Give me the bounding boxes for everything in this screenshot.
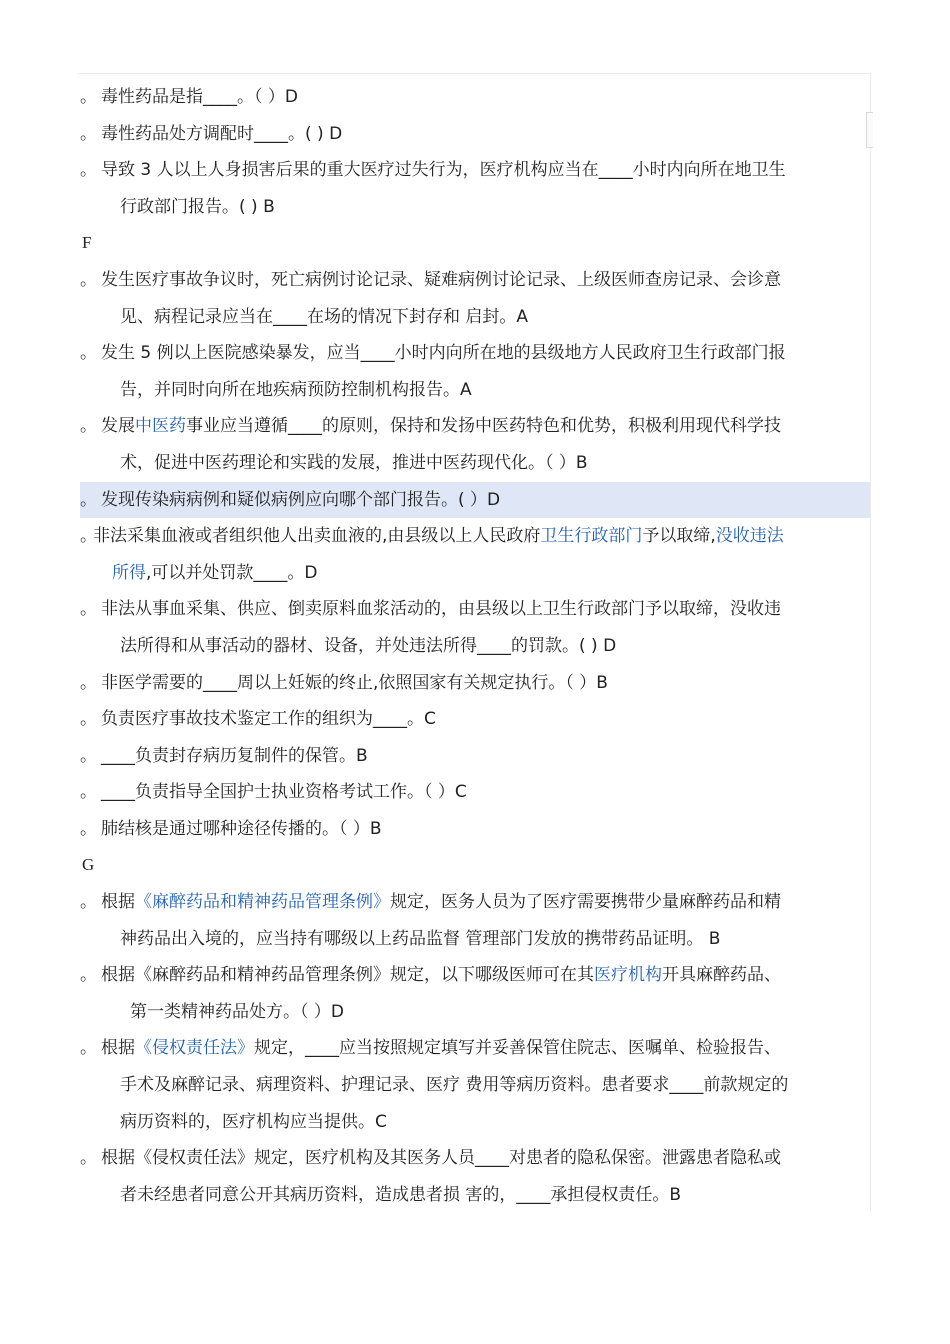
bullet-mark: 。 xyxy=(80,599,97,620)
plain-text: 第一类精神药品处方。（ ）D xyxy=(130,1001,344,1022)
text-line xyxy=(101,884,870,921)
plain-text: 术，促进中医药理论和实践的发展，推进中医药现代化。（ ）B xyxy=(120,452,588,473)
text-line xyxy=(101,591,870,628)
text-line xyxy=(101,738,870,775)
text-line xyxy=(101,774,870,811)
question-item xyxy=(80,152,870,225)
plain-text: 予以取缔, xyxy=(642,526,716,547)
text-line xyxy=(101,994,870,1031)
question-item xyxy=(80,591,870,664)
question-text xyxy=(101,1140,870,1213)
question-item xyxy=(80,701,870,738)
text-line xyxy=(93,555,870,592)
bullet-mark: 。 xyxy=(80,818,97,839)
plain-text: 非法从事血采集、供应、倒卖原料血浆活动的，由县级以上卫生行政部门予以取缔，没收违 xyxy=(101,599,781,620)
question-item xyxy=(80,1030,870,1140)
question-item xyxy=(80,884,870,957)
text-line xyxy=(101,152,870,189)
text-line xyxy=(101,665,870,702)
plain-text: 发生医疗事故争议时，死亡病例讨论记录、疑难病例讨论记录、上级医师查房记录、会诊意 xyxy=(101,269,781,290)
question-text xyxy=(101,482,870,519)
bullet-mark: 。 xyxy=(80,269,97,290)
plain-text: 发生 5 例以上医院感染暴发，应当____小时内向所在地的县级地方人民政府卫生行政部门报 xyxy=(101,343,786,364)
hyperlink-text[interactable]: 《侵权责任法》 xyxy=(135,1038,254,1059)
question-item xyxy=(80,957,870,1030)
hyperlink-text[interactable]: 《麻醉药品和精神药品管理条例》 xyxy=(135,892,390,913)
bullet-mark: 。 xyxy=(80,709,97,730)
plain-text: ____负责指导全国护士执业资格考试工作。（ ）C xyxy=(101,782,467,803)
hyperlink-text[interactable]: 中医药 xyxy=(135,416,186,437)
plain-text: 根据 xyxy=(101,1038,135,1059)
bullet-mark: 。 xyxy=(80,343,97,364)
question-text xyxy=(101,738,870,775)
section-letter-f: F xyxy=(82,233,92,253)
plain-text: 非法采集血液或者组织他人出卖血液的,由县级以上人民政府 xyxy=(93,526,541,547)
plain-text: 者未经患者同意公开其病历资料，造成患者损 害的，____承担侵权责任。B xyxy=(120,1184,682,1205)
plain-text: 行政部门报告。( ) B xyxy=(120,196,275,217)
question-item xyxy=(80,738,870,775)
text-line xyxy=(101,628,870,665)
bullet-mark: 。 xyxy=(80,123,97,144)
question-item xyxy=(80,262,870,335)
text-line xyxy=(101,701,870,738)
question-item xyxy=(80,665,870,702)
plain-text: 非医学需要的____周以上妊娠的终止,依照国家有关规定执行。（ ）B xyxy=(101,672,608,693)
bullet-mark: 。 xyxy=(80,87,97,107)
question-text xyxy=(101,811,870,848)
question-item xyxy=(80,408,870,481)
hyperlink-text[interactable]: 所得 xyxy=(112,562,146,583)
question-text xyxy=(101,884,870,957)
plain-text: 法所得和从事活动的器材、设备，并处违法所得____的罚款。( ) D xyxy=(120,635,617,656)
plain-text: 根据《麻醉药品和精神药品管理条例》规定，以下哪级医师可在其 xyxy=(101,965,594,986)
hyperlink-text[interactable]: 卫生行政部门 xyxy=(540,526,643,547)
text-line xyxy=(101,1030,870,1067)
question-text xyxy=(101,701,870,738)
plain-text: ,可以并处罚款____。D xyxy=(146,562,318,583)
text-line xyxy=(101,262,870,299)
text-line xyxy=(101,957,870,994)
plain-text: 病历资料的，医疗机构应当提供。C xyxy=(120,1111,387,1132)
plain-text: 规定，医务人员为了医疗需要携带少量麻醉药品和精 xyxy=(390,892,781,913)
question-item xyxy=(80,811,870,848)
text-line xyxy=(101,1177,870,1214)
text-line xyxy=(101,408,870,445)
plain-text: 毒性药品处方调配时____。( ) D xyxy=(101,123,343,144)
question-text xyxy=(101,774,870,811)
bullet-mark: 。 xyxy=(80,745,97,766)
plain-text: 负责医疗事故技术鉴定工作的组织为____。C xyxy=(101,709,436,730)
bullet-mark: 。 xyxy=(80,526,97,547)
plain-text: 根据 xyxy=(101,892,135,913)
question-item xyxy=(80,335,870,408)
question-item xyxy=(80,774,870,811)
bullet-mark: 。 xyxy=(80,489,97,510)
text-line xyxy=(101,1067,870,1104)
question-text xyxy=(101,79,870,116)
question-text xyxy=(101,152,870,225)
text-line xyxy=(101,445,870,482)
plain-text: 规定，____应当按照规定填写并妥善保管住院志、医嘱单、检验报告、 xyxy=(254,1038,781,1059)
text-line xyxy=(93,518,870,555)
question-text xyxy=(101,116,870,153)
plain-text: 发现传染病病例和疑似病例应向哪个部门报告。( ）D xyxy=(101,489,501,510)
plain-text: 手术及麻醉记录、病理资料、护理记录、医疗 费用等病历资料。患者要求____前款规定的 xyxy=(120,1075,789,1096)
question-list xyxy=(80,79,870,1213)
bullet-mark: 。 xyxy=(80,782,97,803)
text-line xyxy=(101,811,870,848)
text-line xyxy=(101,299,870,336)
bullet-mark: 。 xyxy=(80,1148,97,1169)
text-line xyxy=(101,372,870,409)
plain-text: 根据《侵权责任法》规定，医疗机构及其医务人员____对患者的隐私保密。泄露患者隐私或 xyxy=(101,1148,781,1169)
plain-text: 神药品出入境的，应当持有哪级以上药品监督 管理部门发放的携带药品证明。 B xyxy=(120,928,721,949)
question-item xyxy=(80,116,870,153)
question-text xyxy=(101,1030,870,1140)
text-line xyxy=(101,1140,870,1177)
text-line xyxy=(101,79,870,116)
plain-text: 事业应当遵循____的原则，保持和发扬中医药特色和优势，积极利用现代科学技 xyxy=(186,416,781,437)
page-frame-right xyxy=(870,73,871,1213)
hyperlink-text[interactable]: 医疗机构 xyxy=(594,965,662,986)
question-text xyxy=(101,262,870,335)
plain-text: 见、病程记录应当在____在场的情况下封存和 启封。A xyxy=(120,306,529,327)
text-line xyxy=(101,1104,870,1141)
text-line xyxy=(101,482,870,519)
section-letter-g: G xyxy=(82,855,95,875)
question-text xyxy=(93,518,870,591)
bullet-mark: 。 xyxy=(80,160,97,181)
plain-text: 肺结核是通过哪种途径传播的。（ ）B xyxy=(101,818,382,839)
plain-text: 告，并同时向所在地疾病预防控制机构报告。A xyxy=(120,379,472,400)
page-frame-top xyxy=(78,73,871,74)
question-text xyxy=(101,408,870,481)
plain-text: 发展 xyxy=(101,416,135,437)
bullet-mark: 。 xyxy=(80,672,97,693)
question-item xyxy=(80,482,870,519)
hyperlink-text[interactable]: 没收违法 xyxy=(715,526,784,547)
bullet-mark: 。 xyxy=(80,965,97,986)
question-item xyxy=(80,518,870,591)
question-text xyxy=(101,957,870,1030)
text-line xyxy=(101,116,870,153)
question-text xyxy=(101,591,870,664)
plain-text: ____负责封存病历复制件的保管。B xyxy=(101,745,368,766)
question-text xyxy=(101,335,870,408)
plain-text: 导致 3 人以上人身损害后果的重大医疗过失行为，医疗机构应当在____小时内向所在地卫生 xyxy=(101,160,786,181)
bullet-mark: 。 xyxy=(80,416,97,437)
plain-text: 开具麻醉药品、 xyxy=(662,965,781,986)
text-line xyxy=(101,921,870,958)
bullet-mark: 。 xyxy=(80,892,97,913)
bullet-mark: 。 xyxy=(80,1038,97,1059)
plain-text: 毒性药品是指____。（ ）D xyxy=(101,87,298,107)
question-item xyxy=(80,79,870,116)
question-item xyxy=(80,1140,870,1213)
text-line xyxy=(101,335,870,372)
question-text xyxy=(101,665,870,702)
text-line xyxy=(101,189,870,226)
